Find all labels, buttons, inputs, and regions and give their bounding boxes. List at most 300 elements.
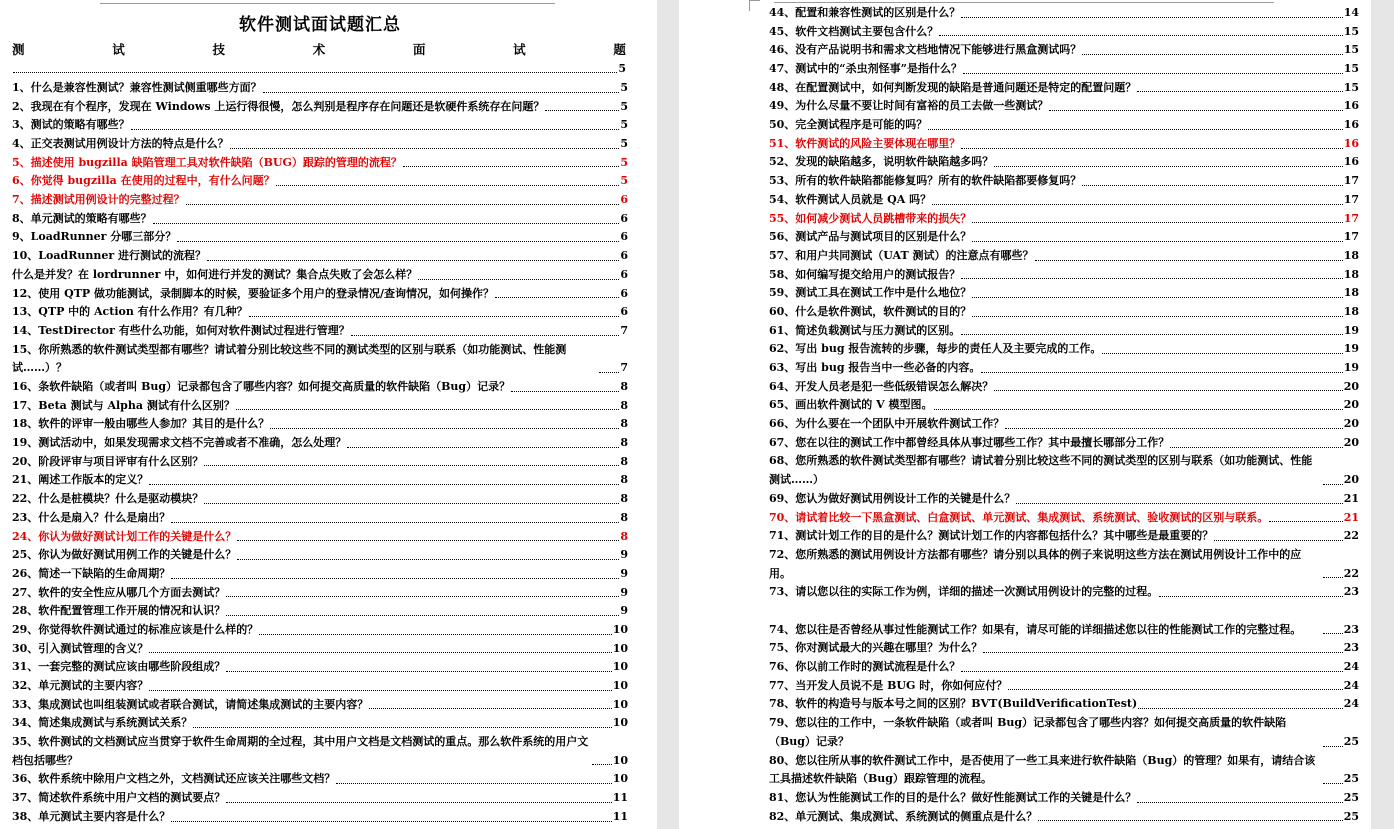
toc-entry[interactable] (769, 41, 1359, 60)
toc-entry[interactable] (12, 378, 628, 397)
toc-leader-dots (939, 35, 1342, 36)
toc-entry-text: 27、软件的安全性应从哪几个方面去测试？ (12, 585, 226, 599)
toc-entry-text: 76、你以前工作时的测试流程是什么？ (769, 660, 961, 674)
toc-entry[interactable] (12, 602, 628, 621)
margin-corner-mark (749, 0, 760, 11)
toc-entry-text: 55、如何减少测试人员跳槽带来的损失？ (769, 211, 972, 225)
toc-entry[interactable] (12, 98, 628, 117)
toc-entry-page: 10 (612, 753, 628, 767)
toc-entry-page: 10 (612, 772, 628, 786)
toc-entry[interactable] (12, 714, 628, 733)
toc-entry[interactable] (12, 584, 628, 603)
toc-entry-page: 19 (1343, 361, 1359, 375)
toc-entry[interactable] (769, 340, 1359, 359)
toc-entry-page: 17 (1343, 230, 1359, 244)
toc-entry[interactable] (12, 621, 628, 640)
toc-entry-text: 37、简述软件系统中用户文档的测试要点？ (12, 791, 226, 805)
toc-entry[interactable] (769, 789, 1359, 808)
toc-entry-text: 25、你认为做好测试用例工作的关键是什么？ (12, 548, 237, 562)
toc-leader-dots (1269, 521, 1342, 522)
toc-entry-text: 52、发现的缺陷越多，说明软件缺陷越多吗？ (769, 155, 994, 169)
toc-leader-dots (1008, 689, 1342, 690)
toc-entry[interactable] (12, 733, 628, 770)
toc-leader-dots (599, 372, 619, 373)
toc-entry[interactable] (12, 770, 628, 789)
toc-entry-text: 34、简述集成测试与系统测试关系？ (12, 716, 193, 730)
toc-entry-page: 22 (1343, 529, 1359, 543)
toc-entry-text: 32、单元测试的主要内容？ (12, 679, 149, 692)
toc-leader-dots (994, 390, 1342, 391)
toc-entry-text: 77、当开发人员说不是 BUG 时，你如何应付？ (769, 678, 1008, 692)
toc-leader-dots (1016, 503, 1342, 504)
toc-entry-text: 6、你觉得 bugzilla 在使用的过程中，有什么问题？ (12, 174, 275, 188)
toc-entry-text: 80、您以往所从事的软件测试工作中，是否使用了一些工具来进行软件缺陷（Bug）的管理？如果有，请结合该工具描述软件缺陷（Bug）跟踪管理的流程。 (769, 753, 1316, 786)
toc-entry[interactable] (769, 210, 1359, 229)
toc-entry[interactable] (769, 752, 1359, 789)
toc-leader-dots (249, 316, 620, 317)
toc-heading-char: 试 (112, 42, 125, 57)
toc-entry-text: 20、阶段评审与项目评审有什么区别？ (12, 454, 204, 468)
toc-entry-page: 6 (620, 249, 628, 263)
toc-entry-page: 24 (1343, 678, 1359, 692)
toc-leader-dots (204, 465, 619, 466)
toc-entry[interactable] (769, 191, 1359, 210)
toc-entry-text: 81、您认为性能测试工作的目的是什么？做好性能测试工作的关键是什么？ (769, 790, 1137, 804)
toc-heading (12, 40, 626, 58)
toc-entry-text: 54、软件测试人员就是 QA 吗？ (769, 192, 932, 206)
toc-leader-dots (193, 727, 611, 728)
toc-entry[interactable] (769, 677, 1359, 696)
toc-heading-char: 术 (312, 42, 326, 57)
toc-entry-page: 21 (1343, 491, 1359, 505)
toc-entry-text: 29、你觉得软件测试通过的标准应该是什么样的？ (12, 622, 259, 636)
toc-heading-char: 面 (412, 42, 426, 57)
toc-entry-text: 69、您认为做好测试用例设计工作的关键是什么？ (769, 491, 1016, 505)
toc-leader-dots (972, 241, 1342, 242)
toc-leader-dots (928, 129, 1342, 130)
toc-entry-text: 1、什么是兼容性测试？兼容性测试侧重哪些方面？ (12, 80, 262, 94)
toc-entry-page: 9 (620, 585, 628, 599)
toc-entry-text: 72、您所熟悉的测试用例设计方法都有哪些？请分别以具体的例子来说明这些方法在测试用例设计工作中的应用。 (769, 547, 1302, 580)
toc-leader-dots (963, 73, 1343, 74)
toc-entry-page: 6 (620, 305, 628, 319)
toc-entry-page: 8 (620, 454, 628, 468)
toc-entry-text: 67、您在以往的测试工作中都曾经具体从事过哪些工作？其中最擅长哪部分工作？ (769, 435, 1170, 449)
toc-leader-dots (226, 596, 619, 597)
toc-entry-text: 58、如何编写提交给用户的测试报告？ (769, 267, 961, 281)
toc-entry-text: 14、TestDirector 有些什么功能，如何对软件测试过程进行管理？ (12, 323, 350, 337)
toc-entry-page: 8 (620, 510, 628, 524)
toc-leader-dots (972, 316, 1342, 317)
toc-leader-dots (1137, 802, 1342, 803)
toc-entry[interactable] (769, 396, 1359, 415)
toc-leader-dots (226, 615, 619, 616)
toc-entry[interactable] (769, 322, 1359, 341)
toc-entry-text: 66、为什么要在一个团队中开展软件测试工作？ (769, 417, 1005, 431)
toc-entry-page: 17 (1343, 211, 1359, 225)
toc-entry-page: 18 (1343, 248, 1359, 262)
toc-entry[interactable] (769, 378, 1359, 397)
toc-entry-page: 24 (1343, 697, 1359, 711)
toc-entry-page: 20 (1343, 417, 1359, 431)
toc-entry-page: 17 (1343, 192, 1359, 206)
toc-entry-text: 17、Beta 测试与 Alpha 测试有什么区别？ (12, 398, 235, 412)
toc-entry-text: 15、你所熟悉的软件测试类型都有哪些？请试着分别比较这些不同的测试类型的区别与联系（如功能测试、性能测试……）？ (12, 342, 567, 375)
toc-entry[interactable] (12, 434, 628, 453)
toc-leader-dots (961, 17, 1342, 18)
toc-leader-dots (186, 204, 620, 205)
toc-entry[interactable] (12, 677, 628, 696)
toc-entry-text: 2、我现在有个程序，发现在 Windows 上运行得很慢，怎么判别是程序存在问题还是软硬件系统存在问题？ (12, 99, 545, 113)
toc-entry[interactable] (12, 247, 628, 266)
toc-entry-text: 7、描述测试用例设计的完整过程？ (12, 193, 185, 207)
toc-entry-page: 10 (612, 641, 628, 655)
toc-entry-text: 21、阐述工作版本的定义？ (12, 473, 149, 487)
toc-leader-dots (131, 129, 620, 130)
toc-entry[interactable] (12, 658, 628, 677)
toc-leader-dots (1038, 820, 1342, 821)
toc-entry[interactable] (12, 808, 628, 827)
toc-entry-page: 16 (1343, 136, 1359, 150)
toc-entry[interactable] (769, 359, 1359, 378)
toc-heading-char: 技 (212, 42, 225, 57)
toc-entry-page: 7 (620, 323, 628, 337)
toc-entry[interactable] (12, 135, 628, 154)
toc-entry-page: 5 (620, 99, 628, 113)
toc-entry[interactable] (12, 229, 628, 248)
toc-entry[interactable] (12, 471, 628, 490)
toc-leader-dots (236, 409, 620, 410)
toc-leader-dots (418, 279, 619, 280)
toc-entry[interactable] (12, 565, 628, 584)
document-page-right (679, 0, 1371, 829)
toc-entry-page: 24 (1343, 660, 1359, 674)
toc-entry[interactable] (12, 79, 628, 98)
toc-entry[interactable] (769, 808, 1359, 827)
toc-entry[interactable] (12, 546, 628, 565)
toc-entry[interactable] (12, 640, 628, 659)
toc-leader-dots (972, 222, 1342, 223)
toc-entry-text: 3、测试的策略有哪些？ (12, 118, 130, 132)
toc-entry-text: 35、软件测试的文档测试应当贯穿于软件生命周期的全过程，其中用户文档是文档测试的重点。那么软件系统的用户文档包括哪些？ (12, 735, 589, 767)
toc-entry-text: 70、请试着比较一下黑盒测试、白盒测试、单元测试、集成测试、系统测试、验收测试的区别与联系。 (769, 510, 1269, 524)
toc-entry[interactable] (769, 714, 1359, 751)
toc-entry[interactable] (769, 583, 1359, 602)
toc-entry-text: 49、为什么尽量不要让时间有富裕的员工去做一些测试？ (769, 99, 1049, 113)
toc-entry-text: 64、开发人员老是犯一些低级错误怎么解决？ (769, 379, 994, 393)
toc-leader-dots (259, 634, 611, 635)
toc-entry-page: 7 (620, 361, 628, 375)
toc-entry-text: 44、配置和兼容性测试的区别是什么？ (769, 5, 961, 19)
toc-entry-text: 48、在配置测试中，如何判断发现的缺陷是普通问题还是特定的配置问题？ (769, 80, 1137, 94)
toc-leader-dots (1049, 110, 1342, 111)
toc-entry[interactable] (12, 210, 628, 229)
toc-leader-dots (1138, 708, 1343, 709)
toc-leader-dots (511, 391, 619, 392)
toc-entry-text: 8、单元测试的策略有哪些？ (12, 211, 152, 225)
toc-entry[interactable] (769, 639, 1359, 658)
toc-entry-page: 20 (1343, 398, 1359, 412)
toc-entry-text: 9、LoadRunner 分哪三部分？ (12, 230, 177, 244)
toc-entry[interactable] (769, 546, 1359, 583)
toc-entry-page: 10 (612, 622, 628, 636)
toc-entry-page: 8 (620, 492, 628, 506)
toc-entry-page: 17 (1343, 174, 1359, 188)
toc-leader-dots (276, 185, 620, 186)
toc-entry-page: 15 (1343, 43, 1359, 57)
toc-entry-text: 60、什么是软件测试，软件测试的目的？ (769, 304, 972, 318)
toc-leader-dots (1214, 540, 1342, 541)
toc-leader-dots (972, 297, 1342, 298)
toc-entry-page: 8 (620, 529, 628, 543)
toc-leader-dots (1159, 596, 1342, 597)
toc-entry[interactable] (12, 172, 628, 191)
toc-entry[interactable] (769, 266, 1359, 285)
toc-leader-dots (934, 409, 1343, 410)
toc-leader-dots (1082, 54, 1342, 55)
toc-entry[interactable] (12, 154, 628, 173)
toc-leader-dots (981, 372, 1342, 373)
toc-entry[interactable] (12, 322, 628, 341)
toc-entry[interactable] (769, 135, 1359, 154)
toc-entry-text: 74、您以往是否曾经从事过性能测试工作？如果有，请尽可能的详细描述您以往的性能测试工作的完整过程。 (769, 622, 1302, 636)
toc-entry-page: 15 (1343, 24, 1359, 38)
toc-entry[interactable] (12, 303, 628, 322)
toc-leader-dots (207, 260, 619, 261)
toc-leader-dots (149, 652, 611, 653)
toc-entry-text: 73、请以您以往的实际工作为例，详细的描述一次测试用例设计的完整的过程。 (769, 585, 1159, 599)
toc-entry-page: 15 (1343, 62, 1359, 76)
toc-entry[interactable] (769, 490, 1359, 509)
toc-leader-dots (369, 708, 611, 709)
toc-entry[interactable] (12, 415, 628, 434)
toc-entry-page: 6 (620, 286, 628, 300)
toc-entry-page: 18 (1343, 267, 1359, 281)
toc-entry-text: 26、简述一下缺陷的生命周期？ (12, 566, 171, 580)
toc-leader-dots (336, 783, 611, 784)
toc-leader-dots (226, 802, 611, 803)
toc-entry-page: 23 (1343, 622, 1359, 636)
toc-leader-dots (1137, 91, 1342, 92)
header-rule (100, 3, 555, 4)
toc-entry[interactable] (12, 116, 628, 135)
toc-leader-dots (237, 540, 619, 541)
toc-entry[interactable] (769, 527, 1359, 546)
toc-entry-text: 79、您以往的工作中，一条软件缺陷（或者叫 Bug）记录都包含了哪些内容？如何提交高质量的软件缺陷（Bug）记录？ (769, 716, 1287, 748)
toc-leader-dots (270, 428, 619, 429)
toc-entry[interactable] (769, 172, 1359, 191)
toc-entry-text: 19、测试活动中，如果发现需求文档不完善或者不准确，怎么处理？ (12, 436, 347, 450)
toc-entry[interactable] (12, 266, 628, 285)
toc-entry-page: 20 (1343, 473, 1359, 487)
toc-entry-page: 14 (1343, 5, 1359, 19)
toc-entry[interactable] (769, 97, 1359, 116)
document-page-left (0, 0, 657, 829)
toc-leader-dots (1102, 353, 1342, 354)
header-rule (774, 2, 1274, 3)
toc-entry-page: 25 (1343, 734, 1359, 748)
toc-entry-text: 47、测试中的“杀虫剂怪事”是指什么？ (769, 62, 962, 76)
toc-entry[interactable] (12, 191, 628, 210)
toc-entry-page: 9 (620, 604, 628, 618)
toc-leader-dots (961, 671, 1342, 672)
toc-entry[interactable] (12, 696, 628, 715)
toc-entry[interactable] (769, 303, 1359, 322)
toc-entry[interactable] (769, 154, 1359, 173)
toc-leader-dots (932, 204, 1343, 205)
toc-leader-dots (171, 578, 619, 579)
toc-entry-page: 5 (620, 80, 628, 94)
toc-entry[interactable] (12, 285, 628, 304)
toc-leader-dots (1323, 783, 1343, 784)
toc-entry-text: 23、什么是扇入？什么是扇出？ (12, 510, 171, 524)
toc-heading-char: 测 (12, 42, 25, 57)
toc-entry-page: 21 (1343, 510, 1359, 524)
toc-entry[interactable] (769, 23, 1359, 42)
toc-entry-page: 25 (1343, 790, 1359, 804)
toc-entry-text: 82、单元测试、集成测试、系统测试的侧重点是什么？ (769, 809, 1038, 823)
toc-leader-dots (1323, 577, 1343, 578)
toc-leader-dots (171, 821, 611, 822)
toc-entry-page: 9 (620, 566, 628, 580)
toc-entry-page: 8 (620, 380, 628, 393)
toc-leader-dots (961, 278, 1342, 279)
toc-entry-page: 5 (620, 174, 628, 188)
toc-entry-page: 8 (620, 473, 628, 487)
toc-leader-dots (592, 764, 612, 765)
toc-entry-page: 10 (612, 679, 628, 692)
toc-entry[interactable] (769, 509, 1359, 528)
toc-leader-dots (263, 92, 620, 93)
toc-entry[interactable] (12, 490, 628, 509)
toc-entry-text: 什么是并发？在 lordrunner 中，如何进行并发的测试？集合点失败了会怎么样？ (12, 267, 418, 281)
toc-entry-text: 63、写出 bug 报告当中一些必备的内容。 (769, 361, 981, 375)
toc-entry-text: 28、软件配置管理工作开展的情况和认识？ (12, 604, 226, 618)
toc-entry-text: 75、你对测试最大的兴趣在哪里？为什么？ (769, 641, 983, 655)
toc-entry-text: 71、测试计划工作的目的是什么？测试计划工作的内容都包括什么？其中哪些是最重要的？ (769, 529, 1214, 543)
toc-entry-page: 22 (1343, 566, 1359, 580)
toc-entry-text: 59、测试工具在测试工作中是什么地位？ (769, 286, 972, 300)
toc-entry-page: 10 (612, 660, 628, 674)
toc-entry-text: 62、写出 bug 报告流转的步骤，每步的责任人及主要完成的工作。 (769, 342, 1102, 356)
toc-entry-page: 19 (1343, 323, 1359, 337)
toc-entry-page: 8 (620, 417, 628, 431)
toc-entry-text: 30、引入测试管理的含义？ (12, 641, 149, 655)
toc-entry-page: 6 (620, 267, 628, 281)
toc-entry-text: 50、完全测试程序是可能的吗？ (769, 118, 928, 132)
toc-entry-page: 5 (620, 155, 628, 169)
toc-entry[interactable] (769, 79, 1359, 98)
toc-leader-dots (1035, 260, 1343, 261)
toc-entry-page: 16 (1343, 99, 1359, 113)
toc-leader-dots (495, 297, 619, 298)
toc-entry-page: 18 (1343, 304, 1359, 318)
toc-leader-dots (1323, 633, 1343, 634)
toc-leader-dots (403, 166, 619, 167)
toc-entry[interactable] (12, 341, 628, 378)
toc-leader-dots (177, 241, 619, 242)
toc-entry-text: 13、QTP 中的 Action 有什么作用？有几种？ (12, 305, 248, 319)
toc-entry-text: 33、集成测试也叫组装测试或者联合测试，请简述集成测试的主要内容？ (12, 697, 369, 711)
toc-entry[interactable] (769, 434, 1359, 453)
toc-entry[interactable] (769, 116, 1359, 135)
toc-entry-page: 20 (1343, 435, 1359, 449)
toc-entry-text: 24、你认为做好测试计划工作的关键是什么？ (12, 529, 237, 543)
toc-entry-page: 6 (620, 193, 628, 207)
toc-leader-dots (961, 148, 1342, 149)
toc-heading-leader (12, 60, 626, 78)
toc-entry-page: 19 (1343, 342, 1359, 356)
toc-leader-dots (204, 503, 619, 504)
toc-entry-page: 10 (612, 716, 628, 730)
toc-entry-text: 53、所有的软件缺陷都能修复吗？所有的软件缺陷都要修复吗？ (769, 174, 1082, 188)
toc-entry[interactable] (12, 453, 628, 472)
toc-entry[interactable] (769, 658, 1359, 677)
toc-leader-dots (237, 559, 619, 560)
toc-entry[interactable] (769, 228, 1359, 247)
toc-leader-dots (1170, 447, 1342, 448)
toc-list-left (12, 79, 628, 827)
toc-entry[interactable] (12, 397, 628, 416)
toc-entry[interactable] (769, 602, 1359, 639)
toc-entry[interactable] (12, 509, 628, 528)
toc-entry-page: 5 (620, 137, 628, 151)
toc-leader-dots (153, 223, 620, 224)
toc-leader-dots (545, 110, 619, 111)
toc-heading-char: 题 (613, 42, 626, 57)
toc-entry-text: 45、软件文档测试主要包含什么？ (769, 24, 939, 38)
toc-leader-dots (994, 166, 1342, 167)
toc-leader-dots (149, 484, 619, 485)
toc-entry-page: 23 (1343, 641, 1359, 655)
toc-entry-text: 57、和用户共同测试（UAT 测试）的注意点有哪些？ (769, 248, 1034, 262)
toc-entry-text: 18、软件的评审一般由哪些人参加？其目的是什么？ (12, 417, 270, 431)
toc-entry-text: 31、一套完整的测试应该由哪些阶段组成？ (12, 660, 226, 674)
toc-leader-dots (1323, 746, 1343, 747)
toc-entry-text: 36、软件系统中除用户文档之外，文档测试还应该关注哪些文档？ (12, 772, 336, 786)
toc-entry-text: 68、您所熟悉的软件测试类型都有哪些？请试着分别比较这些不同的测试类型的区别与联系（如功能测试、性能测试……） (769, 454, 1313, 487)
toc-entry-page: 18 (1343, 286, 1359, 300)
toc-entry-page: 9 (620, 548, 628, 562)
toc-entry[interactable] (12, 789, 628, 808)
toc-entry[interactable] (769, 4, 1359, 23)
toc-entry-text: 38、单元测试主要内容是什么？ (12, 809, 171, 823)
toc-leader-dots (171, 522, 619, 523)
toc-entry[interactable] (769, 695, 1359, 714)
toc-entry-page: 8 (620, 436, 628, 450)
toc-list-right (769, 4, 1359, 826)
toc-leader-dots (983, 652, 1342, 653)
toc-entry-page: 16 (1343, 118, 1359, 132)
toc-entry-text: 10、LoadRunner 进行测试的流程？ (12, 249, 206, 263)
toc-entry[interactable] (769, 415, 1359, 434)
toc-entry[interactable] (769, 60, 1359, 79)
toc-entry[interactable] (769, 453, 1359, 490)
toc-entry[interactable] (769, 247, 1359, 266)
toc-entry-page: 15 (1343, 80, 1359, 94)
toc-leader-dots (149, 690, 611, 691)
toc-leader-dots (351, 335, 620, 336)
toc-entry[interactable] (769, 284, 1359, 303)
toc-entry-text: 78、软件的构造号与版本号之间的区别？BVT(BuildVerificationTest) (769, 697, 1138, 711)
toc-entry[interactable] (12, 528, 628, 547)
toc-leader-dots (1082, 185, 1342, 186)
toc-leader-dots (1005, 428, 1342, 429)
toc-entry-text: 16、条软件缺陷（或者叫 Bug）记录都包含了哪些内容？如何提交高质量的软件缺陷（Bug）记录？ (12, 380, 511, 393)
toc-leader-dots (226, 671, 611, 672)
toc-entry-page: 25 (1343, 809, 1359, 823)
toc-entry-text: 61、简述负载测试与压力测试的区别。 (769, 323, 961, 337)
